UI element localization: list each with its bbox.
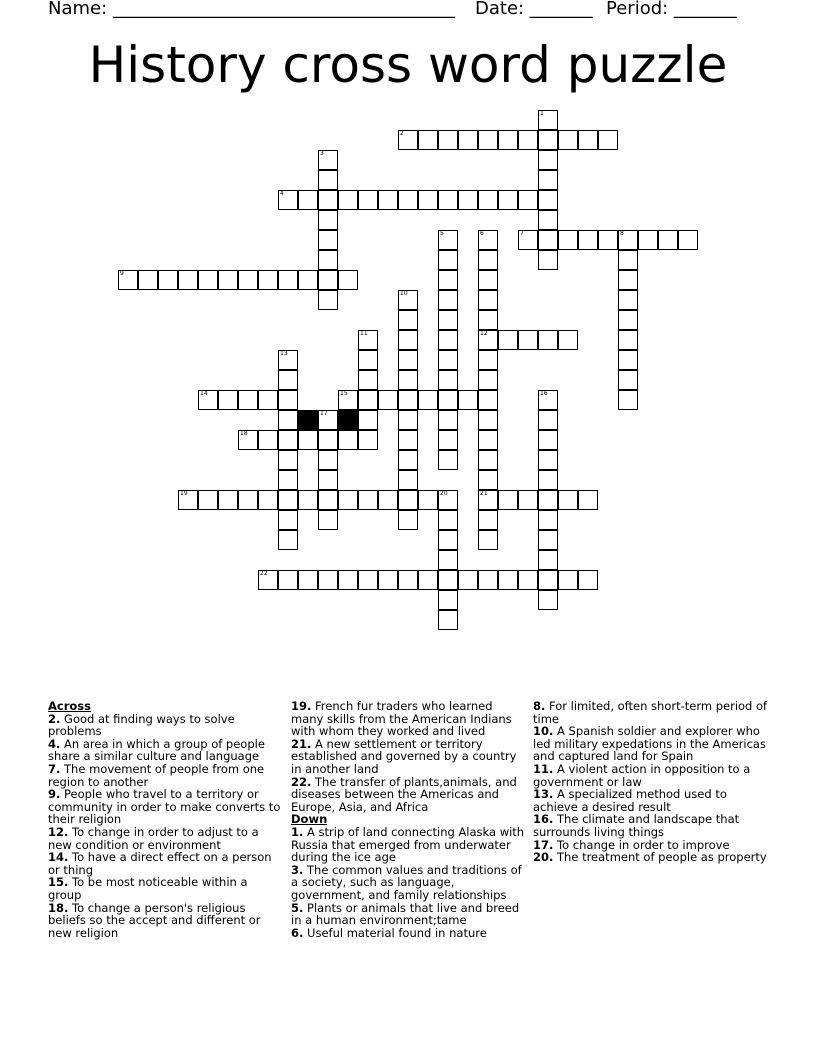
crossword-cell[interactable] <box>318 210 338 230</box>
crossword-cell[interactable] <box>658 230 678 250</box>
crossword-cell[interactable] <box>478 230 498 250</box>
crossword-cell[interactable] <box>638 230 658 250</box>
crossword-cell[interactable] <box>358 490 378 510</box>
crossword-cell[interactable] <box>438 290 458 310</box>
crossword-cell[interactable] <box>298 430 318 450</box>
crossword-cell[interactable] <box>438 350 458 370</box>
crossword-cell[interactable] <box>538 250 558 270</box>
crossword-cell[interactable] <box>278 450 298 470</box>
clue-text: To change a person's religious beliefs so the accept and different or new religion <box>48 900 261 940</box>
clue-text: A specialized method used to achieve a desired result <box>533 787 727 814</box>
crossword-cell[interactable] <box>478 410 498 430</box>
crossword-cell[interactable] <box>538 530 558 550</box>
crossword-cell[interactable] <box>318 490 338 510</box>
crossword-cell[interactable] <box>438 190 458 210</box>
crossword-cell[interactable] <box>318 250 338 270</box>
crossword-cell[interactable] <box>438 130 458 150</box>
crossword-cell[interactable] <box>538 550 558 570</box>
crossword-cell[interactable] <box>318 150 338 170</box>
crossword-cell[interactable] <box>378 390 398 410</box>
crossword-cell[interactable] <box>298 570 318 590</box>
clue-text: The common values and traditions of a society, such as language, government, and family relationships <box>291 862 522 902</box>
crossword-cell[interactable] <box>398 410 418 430</box>
crossword-cell[interactable] <box>278 430 298 450</box>
crossword-cell[interactable] <box>398 350 418 370</box>
crossword-cell[interactable] <box>318 470 338 490</box>
crossword-cell[interactable] <box>278 510 298 530</box>
crossword-cell[interactable] <box>478 390 498 410</box>
clue-number: 13. <box>533 787 554 802</box>
crossword-cell[interactable] <box>538 570 558 590</box>
student-info-header <box>0 0 816 22</box>
crossword-cell[interactable] <box>538 230 558 250</box>
crossword-cell[interactable] <box>458 570 478 590</box>
crossword-cell[interactable] <box>498 330 518 350</box>
clue-text: Useful material found in nature <box>303 925 487 940</box>
crossword-cell[interactable] <box>538 450 558 470</box>
crossword-cell[interactable] <box>198 390 218 410</box>
crossword-cell[interactable] <box>238 430 258 450</box>
clue-number: 10 <box>400 290 408 297</box>
crossword-cell[interactable] <box>378 490 398 510</box>
clue-number: 10. <box>533 724 554 739</box>
crossword-cell[interactable] <box>438 410 458 430</box>
crossword-cell[interactable] <box>278 270 298 290</box>
crossword-cell[interactable] <box>478 310 498 330</box>
crossword-cell[interactable] <box>238 270 258 290</box>
crossword-cell[interactable] <box>618 230 638 250</box>
crossword-cell[interactable] <box>498 190 518 210</box>
clue-number: 8 <box>620 230 624 237</box>
clue-number: 15 <box>340 390 348 397</box>
crossword-cell[interactable] <box>398 190 418 210</box>
crossword-cell[interactable] <box>298 270 318 290</box>
blocked-cell <box>298 410 318 430</box>
crossword-cell[interactable] <box>358 370 378 390</box>
crossword-cell[interactable] <box>398 430 418 450</box>
clue-number: 18 <box>240 430 248 437</box>
down-clue <box>533 851 769 864</box>
crossword-cell[interactable] <box>398 130 418 150</box>
crossword-cell[interactable] <box>538 170 558 190</box>
crossword-cell[interactable] <box>618 330 638 350</box>
crossword-cell[interactable] <box>158 270 178 290</box>
down-clue <box>533 763 769 788</box>
clue-text: The treatment of people as property <box>553 850 767 865</box>
crossword-cell[interactable] <box>178 270 198 290</box>
crossword-cell[interactable] <box>118 270 138 290</box>
clue-number: 19. <box>291 699 312 713</box>
crossword-cell[interactable] <box>318 510 338 530</box>
crossword-cell[interactable] <box>558 490 578 510</box>
crossword-cell[interactable] <box>518 190 538 210</box>
crossword-cell[interactable] <box>578 230 598 250</box>
crossword-cell[interactable] <box>358 350 378 370</box>
crossword-cell[interactable] <box>478 190 498 210</box>
clue-number: 17. <box>533 837 554 852</box>
clue-text: To be most noticeable within a group <box>48 875 248 902</box>
crossword-cell[interactable] <box>358 570 378 590</box>
crossword-cell[interactable] <box>478 350 498 370</box>
crossword-cell[interactable] <box>198 490 218 510</box>
crossword-cell[interactable] <box>358 330 378 350</box>
across-clue <box>48 713 282 738</box>
clue-text: To change in order to adjust to a new condition or environment <box>48 824 259 852</box>
crossword-cell[interactable] <box>398 330 418 350</box>
crossword-cell[interactable] <box>478 450 498 470</box>
crossword-cell[interactable] <box>318 170 338 190</box>
clue-text: An area in which a group of people share a similar culture and language <box>48 736 265 764</box>
crossword-cell[interactable] <box>538 490 558 510</box>
crossword-cell[interactable] <box>538 190 558 210</box>
across-clue <box>291 776 527 814</box>
crossword-cell[interactable] <box>478 290 498 310</box>
crossword-cell[interactable] <box>338 390 358 410</box>
clue-text: A Spanish soldier and explorer who led military expedations in the Americas and captured land for Spain <box>533 724 766 764</box>
clue-number: 12. <box>48 824 69 839</box>
crossword-cell[interactable] <box>338 270 358 290</box>
clue-text: Good at finding ways to solve problems <box>48 711 235 739</box>
crossword-cell[interactable] <box>278 490 298 510</box>
crossword-cell[interactable] <box>398 290 418 310</box>
clue-number: 17 <box>320 410 328 417</box>
clue-number: 1 <box>540 110 544 117</box>
crossword-cell[interactable] <box>558 130 578 150</box>
crossword-cell[interactable] <box>438 590 458 610</box>
crossword-cell[interactable] <box>258 430 278 450</box>
clue-text: The movement of people from one region to another <box>48 761 265 789</box>
clue-text: The climate and landscape that surrounds living things <box>533 812 740 839</box>
clue-number: 22 <box>260 570 268 577</box>
crossword-cell[interactable] <box>538 510 558 530</box>
crossword-cell[interactable] <box>138 270 158 290</box>
crossword-cell[interactable] <box>378 570 398 590</box>
crossword-cell[interactable] <box>538 430 558 450</box>
crossword-cell[interactable] <box>678 230 698 250</box>
crossword-cell[interactable] <box>538 150 558 170</box>
crossword-cell[interactable] <box>358 390 378 410</box>
crossword-cell[interactable] <box>478 570 498 590</box>
clue-number: 2. <box>48 711 61 726</box>
crossword-cell[interactable] <box>478 530 498 550</box>
clue-number: 7. <box>48 761 61 776</box>
crossword-cell[interactable] <box>338 570 358 590</box>
crossword-cell[interactable] <box>478 430 498 450</box>
clue-number: 5. <box>291 900 304 915</box>
clue-number: 1. <box>291 824 304 839</box>
crossword-cell[interactable] <box>438 370 458 390</box>
clue-number: 21. <box>291 736 312 751</box>
crossword-cell[interactable] <box>478 330 498 350</box>
crossword-cell[interactable] <box>398 470 418 490</box>
clue-number: 14 <box>200 390 208 397</box>
crossword-cell[interactable] <box>338 430 358 450</box>
crossword-cell[interactable] <box>358 410 378 430</box>
clue-number: 22. <box>291 774 312 789</box>
crossword-cell[interactable] <box>618 350 638 370</box>
clue-number: 6. <box>291 925 304 940</box>
crossword-cell[interactable] <box>218 490 238 510</box>
crossword-cell[interactable] <box>218 390 238 410</box>
crossword-cell[interactable] <box>538 330 558 350</box>
across-heading: Across <box>48 699 91 713</box>
crossword-cell[interactable] <box>418 490 438 510</box>
clue-number: 11. <box>533 761 554 776</box>
clue-number: 20 <box>440 490 448 497</box>
crossword-cell[interactable] <box>398 570 418 590</box>
crossword-cell[interactable] <box>318 230 338 250</box>
across-clue <box>48 738 282 763</box>
crossword-cell[interactable] <box>558 330 578 350</box>
crossword-cell[interactable] <box>478 370 498 390</box>
crossword-cell[interactable] <box>558 570 578 590</box>
crossword-cell[interactable] <box>278 390 298 410</box>
crossword-cell[interactable] <box>398 390 418 410</box>
crossword-cell[interactable] <box>178 490 198 510</box>
crossword-cell[interactable] <box>458 130 478 150</box>
crossword-cell[interactable] <box>458 390 478 410</box>
clue-text: To have a direct effect on a person or thing <box>48 850 272 877</box>
clues-column-3 <box>533 700 769 864</box>
across-clue <box>48 902 282 940</box>
down-clue <box>291 927 527 940</box>
crossword-cell[interactable] <box>278 570 298 590</box>
crossword-cell[interactable] <box>398 490 418 510</box>
crossword-cell[interactable] <box>338 490 358 510</box>
crossword-cell[interactable] <box>258 270 278 290</box>
crossword-cell[interactable] <box>198 270 218 290</box>
clue-text: To change in order to improve <box>553 837 730 852</box>
down-clue <box>291 864 527 902</box>
crossword-cell[interactable] <box>318 270 338 290</box>
clue-text: A strip of land connecting Alaska with Russia that emerged from underwater during the ice age <box>291 824 525 865</box>
crossword-cell[interactable] <box>378 190 398 210</box>
clue-number: 11 <box>360 330 368 337</box>
crossword-cell[interactable] <box>238 490 258 510</box>
crossword-cell[interactable] <box>438 490 458 510</box>
crossword-cell[interactable] <box>438 230 458 250</box>
crossword-cell[interactable] <box>438 550 458 570</box>
crossword-cell[interactable] <box>318 410 338 430</box>
crossword-cell[interactable] <box>538 390 558 410</box>
clue-number: 15. <box>48 875 69 890</box>
crossword-cell[interactable] <box>498 570 518 590</box>
crossword-cell[interactable] <box>578 570 598 590</box>
clue-number: 3. <box>291 862 304 877</box>
clue-text: For limited, often short-term period of time <box>533 699 768 726</box>
clue-number: 5 <box>440 230 444 237</box>
date-field[interactable]: Date: _______ <box>475 0 593 19</box>
clue-text: French fur traders who learned many skills from the American Indians with whom they worked and lived <box>291 699 512 739</box>
crossword-cell[interactable] <box>358 430 378 450</box>
crossword-cell[interactable] <box>618 290 638 310</box>
crossword-cell[interactable] <box>438 430 458 450</box>
crossword-cell[interactable] <box>438 310 458 330</box>
crossword-cell[interactable] <box>438 390 458 410</box>
crossword-cell[interactable] <box>498 490 518 510</box>
crossword-cell[interactable] <box>318 430 338 450</box>
crossword-cell[interactable] <box>278 370 298 390</box>
crossword-cell[interactable] <box>578 130 598 150</box>
clue-number: 9. <box>48 787 61 802</box>
crossword-cell[interactable] <box>318 190 338 210</box>
crossword-cell[interactable] <box>538 410 558 430</box>
crossword-cell[interactable] <box>478 250 498 270</box>
crossword-cell[interactable] <box>338 190 358 210</box>
across-clue <box>48 826 282 851</box>
crossword-cell[interactable] <box>438 530 458 550</box>
crossword-cell[interactable] <box>618 390 638 410</box>
clue-number: 18. <box>48 900 69 915</box>
crossword-cell[interactable] <box>398 310 418 330</box>
down-clue <box>291 826 527 864</box>
clues-column-1 <box>48 700 282 939</box>
crossword-cell[interactable] <box>418 390 438 410</box>
crossword-cell[interactable] <box>358 190 378 210</box>
down-clue <box>533 725 769 763</box>
clue-number: 6 <box>480 230 484 237</box>
clue-number: 3 <box>320 150 324 157</box>
clue-number: 21 <box>480 490 488 497</box>
crossword-cell[interactable] <box>518 330 538 350</box>
crossword-cell[interactable] <box>318 450 338 470</box>
clue-number: 7 <box>520 230 524 237</box>
crossword-cell[interactable] <box>618 370 638 390</box>
crossword-cell[interactable] <box>618 270 638 290</box>
crossword-cell[interactable] <box>318 570 338 590</box>
crossword-cell[interactable] <box>558 230 578 250</box>
clue-number: 14. <box>48 850 69 865</box>
crossword-cell[interactable] <box>218 270 238 290</box>
crossword-cell[interactable] <box>438 510 458 530</box>
crossword-cell[interactable] <box>438 610 458 630</box>
crossword-cell[interactable] <box>538 210 558 230</box>
crossword-cell[interactable] <box>438 250 458 270</box>
clue-number: 19 <box>180 490 188 497</box>
clue-number: 12 <box>480 330 488 337</box>
crossword-cell[interactable] <box>298 490 318 510</box>
clue-text: Plants or animals that live and breed in a human environment;tame <box>291 900 520 928</box>
crossword-cell[interactable] <box>258 390 278 410</box>
across-clue <box>291 738 527 776</box>
across-clue <box>48 851 282 876</box>
crossword-cell[interactable] <box>298 190 318 210</box>
crossword-cell[interactable] <box>478 490 498 510</box>
crossword-cell[interactable] <box>538 110 558 130</box>
crossword-cell[interactable] <box>318 290 338 310</box>
crossword-cell[interactable] <box>478 470 498 490</box>
crossword-cell[interactable] <box>598 230 618 250</box>
crossword-cell[interactable] <box>398 450 418 470</box>
down-clue <box>533 700 769 725</box>
page-title: History cross word puzzle <box>88 36 728 94</box>
crossword-cell[interactable] <box>278 350 298 370</box>
crossword-cell[interactable] <box>538 590 558 610</box>
crossword-cell[interactable] <box>518 230 538 250</box>
crossword-cell[interactable] <box>398 370 418 390</box>
crossword-cell[interactable] <box>458 190 478 210</box>
clue-number: 20. <box>533 850 554 865</box>
across-clue <box>48 763 282 788</box>
crossword-cell[interactable] <box>478 510 498 530</box>
clue-number: 16 <box>540 390 548 397</box>
crossword-cell[interactable] <box>618 310 638 330</box>
clue-number: 8. <box>533 699 546 713</box>
crossword-cell[interactable] <box>258 490 278 510</box>
clue-number: 16. <box>533 812 554 827</box>
crossword-cell[interactable] <box>518 130 538 150</box>
crossword-cell[interactable] <box>278 470 298 490</box>
crossword-cell[interactable] <box>418 570 438 590</box>
clue-text: People who travel to a territory or community in order to make converts to their religion <box>48 787 281 827</box>
clue-number: 2 <box>400 130 404 137</box>
clue-number: 9 <box>120 270 124 277</box>
down-clue <box>291 902 527 927</box>
clue-text: A violent action in opposition to a government or law <box>533 761 751 789</box>
crossword-cell[interactable] <box>418 190 438 210</box>
clue-number: 4. <box>48 736 61 751</box>
crossword-cell[interactable] <box>518 570 538 590</box>
crossword-cell[interactable] <box>518 490 538 510</box>
clue-number: 4 <box>280 190 284 197</box>
crossword-cell[interactable] <box>498 130 518 150</box>
name-field[interactable]: Name: ______________________________________ <box>48 0 455 19</box>
blocked-cell <box>338 410 358 430</box>
down-clue <box>533 813 769 838</box>
crossword-cell[interactable] <box>598 130 618 150</box>
crossword-cell[interactable] <box>438 570 458 590</box>
crossword-cell[interactable] <box>278 530 298 550</box>
clue-text: The transfer of plants,animals, and diseases between the Americas and Europe, Asia, and Africa <box>291 774 517 814</box>
across-clue <box>291 700 527 738</box>
crossword-cell[interactable] <box>398 510 418 530</box>
across-clue <box>48 876 282 901</box>
period-field[interactable]: Period: _______ <box>606 0 737 19</box>
down-clue <box>533 788 769 813</box>
crossword-cell[interactable] <box>618 250 638 270</box>
crossword-cell[interactable] <box>578 490 598 510</box>
crossword-cell[interactable] <box>538 130 558 150</box>
crossword-cell[interactable] <box>438 450 458 470</box>
crossword-cell[interactable] <box>418 130 438 150</box>
crossword-cell[interactable] <box>238 390 258 410</box>
crossword-cell[interactable] <box>538 470 558 490</box>
crossword-cell[interactable] <box>278 190 298 210</box>
crossword-cell[interactable] <box>478 270 498 290</box>
crossword-cell[interactable] <box>438 330 458 350</box>
crossword-cell[interactable] <box>438 270 458 290</box>
clue-number: 13 <box>280 350 288 357</box>
crossword-cell[interactable] <box>258 570 278 590</box>
down-heading: Down <box>291 812 328 827</box>
crossword-cell[interactable] <box>278 410 298 430</box>
across-clue <box>48 788 282 826</box>
crossword-cell[interactable] <box>478 130 498 150</box>
clue-text: A new settlement or territory established and governed by a country in another land <box>291 736 517 776</box>
clues-column-2 <box>291 700 527 939</box>
